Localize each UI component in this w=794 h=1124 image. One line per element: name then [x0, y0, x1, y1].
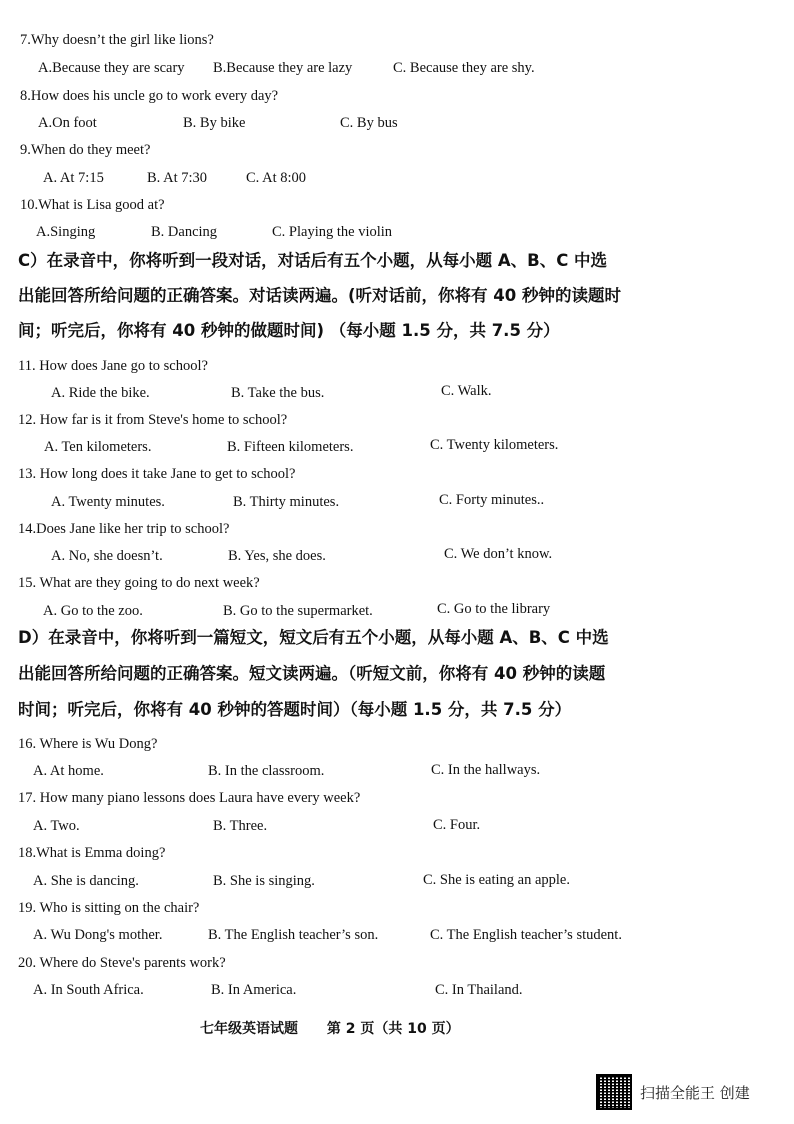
question-14: 14.Does Jane like her trip to school? — [18, 521, 230, 537]
question-7: 7.Why doesn’t the girl like lions? — [20, 32, 214, 48]
question-13: 13. How long does it take Jane to get to school? — [18, 466, 296, 482]
option-10c: C. Playing the violin — [272, 224, 393, 240]
section-d-instruction-line1: D）在录音中，你将听到一篇短文，短文后有五个小题，从每小题 A、B、C 中选 — [18, 628, 609, 647]
option-9a: A. At 7:15 — [43, 170, 104, 186]
option-10a: A.Singing — [36, 224, 96, 240]
option-19a: A. Wu Dong's mother. — [33, 927, 163, 943]
option-18b: B. She is singing. — [213, 873, 315, 889]
option-7a: A.Because they are scary — [38, 60, 185, 76]
option-14b: B. Yes, she does. — [228, 548, 326, 564]
question-12: 12. How far is it from Steve's home to school? — [18, 412, 288, 428]
option-11c: C. Walk. — [441, 383, 492, 399]
option-19b: B. The English teacher’s son. — [208, 927, 379, 943]
question-15: 15. What are they going to do next week? — [18, 575, 260, 591]
option-20c: C. In Thailand. — [435, 982, 523, 998]
question-16: 16. Where is Wu Dong? — [18, 736, 158, 752]
section-c-instruction-line3: 间；听完后，你将有 40 秒钟的做题时间) （每小题 1.5 分，共 7.5 分） — [18, 321, 560, 340]
footer-title: 七年级英语试题 — [200, 1021, 298, 1037]
option-13c: C. Forty minutes.. — [439, 492, 545, 508]
section-d-instruction-line3: 时间；听完后，你将有 40 秒钟的答题时间）（每小题 1.5 分，共 7.5 分） — [18, 700, 572, 719]
page-footer — [200, 1018, 484, 1038]
option-15b: B. Go to the supermarket. — [223, 603, 373, 619]
option-12b: B. Fifteen kilometers. — [227, 439, 354, 455]
option-17c: C. Four. — [433, 817, 481, 833]
option-8b: B. By bike — [183, 115, 246, 131]
question-10: 10.What is Lisa good at? — [20, 197, 165, 213]
question-9: 9.When do they meet? — [20, 142, 151, 158]
option-15c: C. Go to the library — [437, 601, 551, 617]
option-9c: C. At 8:00 — [246, 170, 307, 186]
scanner-label: 扫描全能王 创建 — [640, 1083, 750, 1102]
option-8c: C. By bus — [340, 115, 398, 131]
option-14a: A. No, she doesn’t. — [51, 548, 163, 564]
option-12a: A. Ten kilometers. — [44, 439, 152, 455]
option-13a: A. Twenty minutes. — [51, 494, 165, 510]
option-18a: A. She is dancing. — [33, 873, 139, 889]
option-11b: B. Take the bus. — [231, 385, 325, 401]
section-d-instruction-line2: 出能回答所给问题的正确答案。短文读两遍。（听短文前，你将有 40 秒钟的读题 — [18, 664, 606, 683]
question-8: 8.How does his uncle go to work every day? — [20, 88, 279, 104]
option-20a: A. In South Africa. — [33, 982, 144, 998]
option-17b: B. Three. — [213, 818, 268, 834]
option-16b: B. In the classroom. — [208, 763, 325, 779]
option-16a: A. At home. — [33, 763, 104, 779]
footer-page-number: 第 2 页（共 10 页） — [326, 1021, 460, 1037]
option-16c: C. In the hallways. — [431, 762, 541, 778]
option-7b: B.Because they are lazy — [213, 60, 353, 76]
section-c-instruction-line2: 出能回答所给问题的正确答案。对话读两遍。(听对话前，你将有 40 秒钟的读题时 — [18, 286, 621, 305]
option-20b: B. In America. — [211, 982, 297, 998]
option-11a: A. Ride the bike. — [51, 385, 150, 401]
option-15a: A. Go to the zoo. — [43, 603, 143, 619]
scanner-watermark — [596, 1074, 750, 1110]
option-9b: B. At 7:30 — [147, 170, 208, 186]
option-13b: B. Thirty minutes. — [233, 494, 340, 510]
option-7c: C. Because they are shy. — [393, 60, 535, 76]
question-18: 18.What is Emma doing? — [18, 845, 166, 861]
option-18c: C. She is eating an apple. — [423, 872, 570, 888]
qr-code-icon — [596, 1074, 632, 1110]
question-11: 11. How does Jane go to school? — [18, 358, 208, 374]
option-17a: A. Two. — [33, 818, 80, 834]
question-19: 19. Who is sitting on the chair? — [18, 900, 200, 916]
section-c-instruction-line1: C）在录音中，你将听到一段对话，对话后有五个小题，从每小题 A、B、C 中选 — [18, 251, 608, 270]
question-17: 17. How many piano lessons does Laura have every week? — [18, 790, 361, 806]
option-14c: C. We don’t know. — [444, 546, 553, 562]
option-10b: B. Dancing — [151, 224, 218, 240]
option-8a: A.On foot — [38, 115, 97, 131]
option-19c: C. The English teacher’s student. — [430, 927, 622, 943]
question-20: 20. Where do Steve's parents work? — [18, 955, 226, 971]
option-12c: C. Twenty kilometers. — [430, 437, 559, 453]
